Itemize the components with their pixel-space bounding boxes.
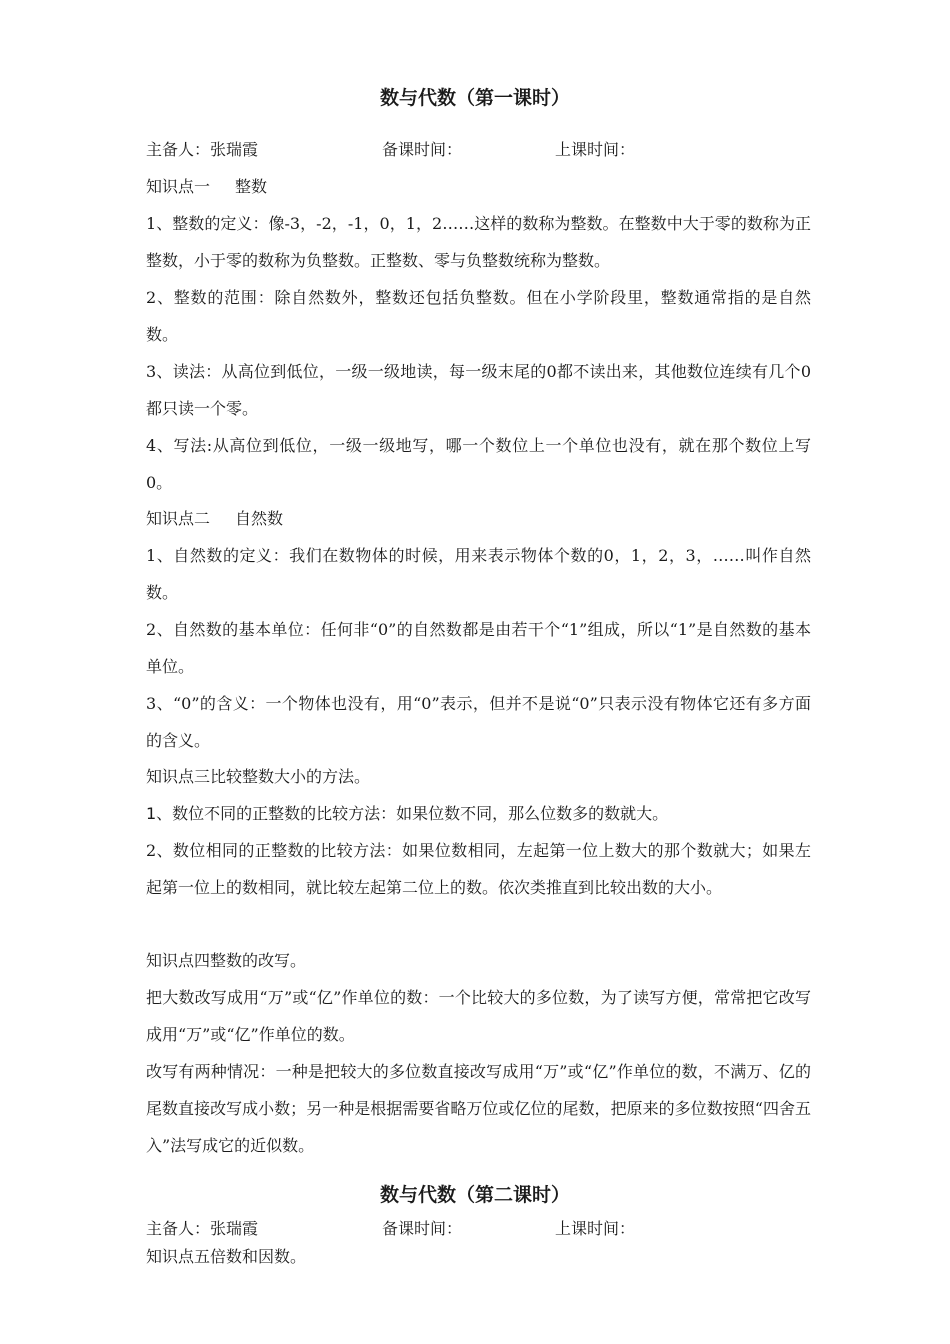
kp4-item-1: 把大数改写成用“万”或“亿”作单位的数：一个比较大的多位数，为了读写方便，常常把它改写成用“万”或“亿”作单位的数。: [146, 988, 811, 1044]
kp2-item-3: 3、“0”的含义：一个物体也没有，用“0”表示，但并不是说“0”只表示没有物体它还有多方面的含义。: [146, 694, 811, 750]
kp3-item-2: 2、数位相同的正整数的比较方法：如果位数相同，左起第一位上数大的那个数就大；如果左起第一位上的数相同，就比较左起第二位上的数。依次类推直到比较出数的大小。: [146, 841, 811, 897]
kp1-item-4: 4、写法:从高位到低位，一级一级地写，哪一个数位上一个单位也没有，就在那个数位上写0。: [146, 436, 811, 492]
class-time: 上课时间：: [555, 1219, 636, 1238]
kp-topic: 自然数: [235, 509, 284, 528]
knowledge-point-4-heading: 知识点四整数的改写。: [146, 951, 307, 970]
kp-label: 知识点一: [146, 177, 211, 196]
preparer: 主备人：张瑞霞: [146, 1219, 259, 1238]
knowledge-point-3-heading: 知识点三比较整数大小的方法。: [146, 767, 371, 786]
kp-topic: 整数: [235, 177, 268, 196]
knowledge-point-5-heading: 知识点五倍数和因数。: [146, 1247, 307, 1266]
knowledge-point-2-heading: [146, 500, 811, 537]
kp-label: 知识点二: [146, 509, 211, 528]
kp2-item-1: 1、自然数的定义：我们在数物体的时候，用来表示物体个数的0，1，2，3，……叫作自然数。: [146, 546, 811, 602]
prep-time: 备课时间：: [382, 1219, 463, 1238]
kp2-item-2: 2、自然数的基本单位：任何非“0”的自然数都是由若干个“1”组成，所以“1”是自然数的基本单位。: [146, 620, 811, 676]
kp4-item-2: 改写有两种情况：一种是把较大的多位数直接改写成用“万”或“亿”作单位的数，不满万、亿的尾数直接改写成小数；另一种是根据需要省略万位或亿位的尾数，把原来的多位数按照“四舍五入”法写成它的近似数。: [146, 1062, 811, 1155]
knowledge-point-1-heading: [146, 168, 811, 205]
class-time: 上课时间：: [555, 140, 636, 159]
kp3-item-1: 1、数位不同的正整数的比较方法：如果位数不同，那么位数多的数就大。: [146, 804, 669, 823]
lesson-2-title: 数与代数（第二课时）: [379, 1184, 570, 1206]
kp1-item-2: 2、整数的范围：除自然数外，整数还包括负整数。但在小学阶段里，整数通常指的是自然数。: [146, 288, 811, 344]
kp1-item-1: 1、整数的定义：像-3，-2，-1，0，1，2……这样的数称为整数。在整数中大于零的数称为正整数，小于零的数称为负整数。正整数、零与负整数统称为整数。: [146, 214, 811, 270]
kp1-item-3: 3、读法：从高位到低位，一级一级地读，每一级末尾的0都不读出来，其他数位连续有几个0都只读一个零。: [146, 362, 811, 418]
lesson-1-title: 数与代数（第一课时）: [379, 87, 570, 109]
lesson-2-meta: [146, 1215, 811, 1243]
lesson-1-meta: [146, 131, 811, 168]
prep-time: 备课时间：: [382, 140, 463, 159]
preparer: 主备人：张瑞霞: [146, 140, 259, 159]
